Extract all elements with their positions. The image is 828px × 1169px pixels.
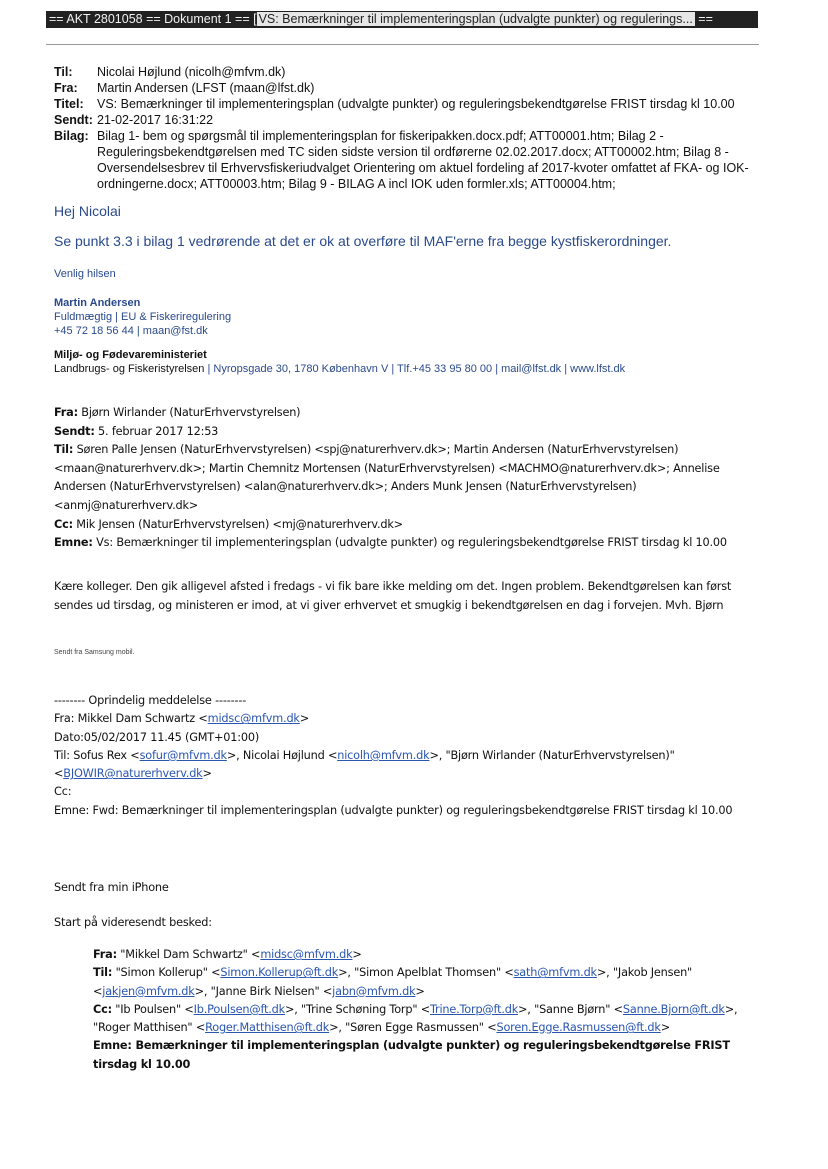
title-prefix: == AKT 2801058 == Dokument 1 == [ <box>49 12 257 26</box>
inner-til-label: Til: <box>93 966 113 980</box>
document-title-bar <box>46 11 758 28</box>
titel-label: Titel: <box>54 97 84 111</box>
inner-til-1: "Simon Kollerup" < <box>112 966 221 980</box>
agency-name: Landbrugs- og Fiskeristyrelsen <box>54 363 205 375</box>
signature <box>54 296 231 338</box>
regards: Venlig hilsen <box>54 268 116 280</box>
orig-til-end: > <box>202 767 212 781</box>
inner-cc-2: >, "Trine Schøning Torp" < <box>284 1002 430 1016</box>
organization <box>54 348 625 376</box>
orig-til-2-email-link[interactable]: nicolh@mfvm.dk <box>337 748 430 762</box>
header-divider <box>46 44 759 45</box>
inner-cc-2-email-link[interactable]: Trine.Torp@ft.dk <box>430 1002 519 1016</box>
fra-label: Fra: <box>54 81 78 95</box>
inner-cc-3: >, "Sanne Bjørn" < <box>518 1002 623 1016</box>
til-label: Til: <box>54 65 73 79</box>
inner-cc-4-email-link[interactable]: Roger.Matthisen@ft.dk <box>205 1021 330 1035</box>
orig-til-2: >, Nicolai Højlund < <box>226 748 338 762</box>
fw-emne-label: Emne: <box>54 536 93 550</box>
orig-dato: Dato:05/02/2017 11.45 (GMT+01:00) <box>54 730 260 744</box>
inner-cc-5-email-link[interactable]: Soren.Egge.Rasmussen@ft.dk <box>496 1021 661 1035</box>
inner-cc-4: >, "Roger Matthisen" < <box>93 1002 738 1035</box>
sent-from-samsung: Sendt fra Samsung mobil. <box>54 649 135 656</box>
fra-value: Martin Andersen (LFST (maan@lfst.dk) <box>97 81 315 95</box>
inner-til-2: >, "Simon Apelblat Thomsen" < <box>338 966 514 980</box>
fw-til-value: Søren Palle Jensen (NaturErhvervstyrelsen) <spj@naturerhverv.dk>; Martin Andersen (NaturErhvervstyrelsen) <maan@naturerhverv.dk>; Martin Chemnitz Mortensen (NaturErhvervstyrelsen) <MACHMO@naturerhverv.dk>; Annelise Andersen (NaturErhvervstyrelsen) <alan@naturerhverv.dk>; Anders Munk Jensen (NaturErhvervstyrelsen) <anmj@naturerhverv.dk> <box>54 443 720 512</box>
sendt-label: Sendt: <box>54 113 93 127</box>
inner-fra-label: Fra: <box>93 948 117 961</box>
inner-til-1-email-link[interactable]: Simon.Kollerup@ft.dk <box>220 966 339 980</box>
fw-sendt-label: Sendt: <box>54 424 95 438</box>
orig-fra-label: Fra: <box>54 712 75 726</box>
title-suffix: == <box>694 12 713 26</box>
orig-til-1: Sofus Rex < <box>69 748 140 762</box>
orig-fra-name: Mikkel Dam Schwartz < <box>74 712 208 726</box>
inner-cc-1: "Ib Poulsen" < <box>111 1002 194 1016</box>
inner-cc-end: > <box>660 1021 670 1035</box>
inner-til-3: >, "Jakob Jensen" < <box>93 966 693 998</box>
til-value: Nicolai Højlund (nicolh@mfvm.dk) <box>97 65 286 79</box>
inner-til-3-email-link[interactable]: jakjen@mfvm.dk <box>102 984 195 998</box>
message-text: Se punkt 3.3 i bilag 1 vedrørende at det er ok at overføre til MAF'erne fra begge kystfiskerordninger. <box>54 233 672 249</box>
original-message <box>54 692 764 820</box>
inner-til-4: >, "Janne Birk Nielsen" < <box>194 984 333 998</box>
signature-title: Fuldmægtig | EU & Fiskeriregulering <box>54 311 232 323</box>
orig-cc: Cc: <box>54 785 72 799</box>
signature-name: Martin Andersen <box>54 297 141 309</box>
inner-fra-end: > <box>352 948 362 961</box>
inner-til-4-email-link[interactable]: jabn@mfvm.dk <box>332 984 416 998</box>
orig-emne: Emne: Fwd: Bemærkninger til implementeringsplan (udvalgte punkter) og reguleringsbekendtgørelse FRIST tirsdag kl 10.00 <box>54 803 733 817</box>
start-forwarded: Start på videresendt besked: <box>54 916 212 929</box>
inner-til-end: > <box>415 984 425 998</box>
title-subject: VS: Bemærkninger til implementeringsplan (udvalgte punkter) og regulerings... <box>258 12 693 26</box>
sent-from-iphone: Sendt fra min iPhone <box>54 881 169 894</box>
inner-forward-header <box>93 946 765 1074</box>
forward-header <box>54 404 764 553</box>
titel-value: VS: Bemærkninger til implementeringsplan (udvalgte punkter) og reguleringsbekendtgørelse FRIST tirsdag kl 10.00 <box>97 97 735 111</box>
fw-fra-label: Fra: <box>54 406 78 419</box>
inner-fra-email-link[interactable]: midsc@mfvm.dk <box>260 948 353 961</box>
fw-til-label: Til: <box>54 443 74 457</box>
orig-fra-end: > <box>299 712 310 726</box>
orig-til-label: Til: <box>54 748 70 762</box>
orig-fra-email-link[interactable]: midsc@mfvm.dk <box>207 712 300 726</box>
orig-til-3-email-link[interactable]: BJOWIR@naturerhverv.dk <box>63 767 203 781</box>
orig-til-3: >, "Bjørn Wirlander (NaturErhvervstyrelsen)" < <box>54 748 675 781</box>
fw-emne-value: Vs: Bemærkninger til implementeringsplan (udvalgte punkter) og reguleringsbekendtgørelse FRIST tirsdag kl 10.00 <box>92 536 727 550</box>
message-header <box>54 64 759 192</box>
fw-cc-label: Cc: <box>54 517 73 531</box>
bilag-value: Bilag 1- bem og spørgsmål til implementeringsplan for fiskeripakken.docx.pdf; ATT00001.htm; Bilag 2 - Reguleringsbekendtgørelsen med TC siden sidste version til ordførerne 02.02.2017.docx; ATT00002.htm; Bilag 8 - Oversendelsesbrev til Erhvervsfiskeriudvalget Orientering om aktuel fordeling af 2017-kvoter omfattet af FKA- og IOK-ordningerne.docx; ATT00003.htm; Bilag 9 - BILAG A incl IOK uden formler.xls; ATT00004.htm; <box>97 129 749 191</box>
inner-cc-1-email-link[interactable]: Ib.Poulsen@ft.dk <box>193 1002 285 1016</box>
orig-til-1-email-link[interactable]: sofur@mfvm.dk <box>139 748 227 762</box>
fw-fra-value: Bjørn Wirlander (NaturErhvervstyrelsen) <box>77 406 301 419</box>
fw-sendt-value: 5. februar 2017 12:53 <box>94 424 219 438</box>
inner-cc-label: Cc: <box>93 1002 112 1016</box>
ministry-name: Miljø- og Fødevareministeriet <box>54 349 207 361</box>
inner-emne: Emne: Bemærkninger til implementeringsplan (udvalgte punkter) og reguleringsbekendtgørelse FRIST tirsdag kl 10.00 <box>93 1039 730 1071</box>
inner-fra-name: "Mikkel Dam Schwartz" < <box>116 948 261 961</box>
inner-cc-3-email-link[interactable]: Sanne.Bjorn@ft.dk <box>622 1002 725 1016</box>
inner-til-2-email-link[interactable]: sath@mfvm.dk <box>513 966 597 980</box>
signature-contact: +45 72 18 56 44 | maan@fst.dk <box>54 325 208 337</box>
forward-body: Kære kolleger. Den gik alligevel afsted i fredags - vi fik bare ikke melding om det. Ingen problem. Bekendtgørelsen kan først sendes ud tirsdag, og ministeren er imod, at vi giver erhvervet et smugkig i bekendtgørelsen en dag i forvejen. Mvh. Bjørn <box>54 580 732 612</box>
orig-separator: -------- Oprindelig meddelelse -------- <box>54 694 247 707</box>
fw-cc-value: Mik Jensen (NaturErhvervstyrelsen) <mj@naturerhverv.dk> <box>72 517 403 531</box>
agency-address: | Nyropsgade 30, 1780 København V | Tlf.+45 33 95 80 00 | mail@lfst.dk | www.lfst.dk <box>204 363 626 375</box>
inner-cc-5: >, "Søren Egge Rasmussen" < <box>329 1021 497 1035</box>
greeting: Hej Nicolai <box>54 203 121 219</box>
sendt-value: 21-02-2017 16:31:22 <box>97 113 214 127</box>
bilag-label: Bilag: <box>54 129 89 143</box>
